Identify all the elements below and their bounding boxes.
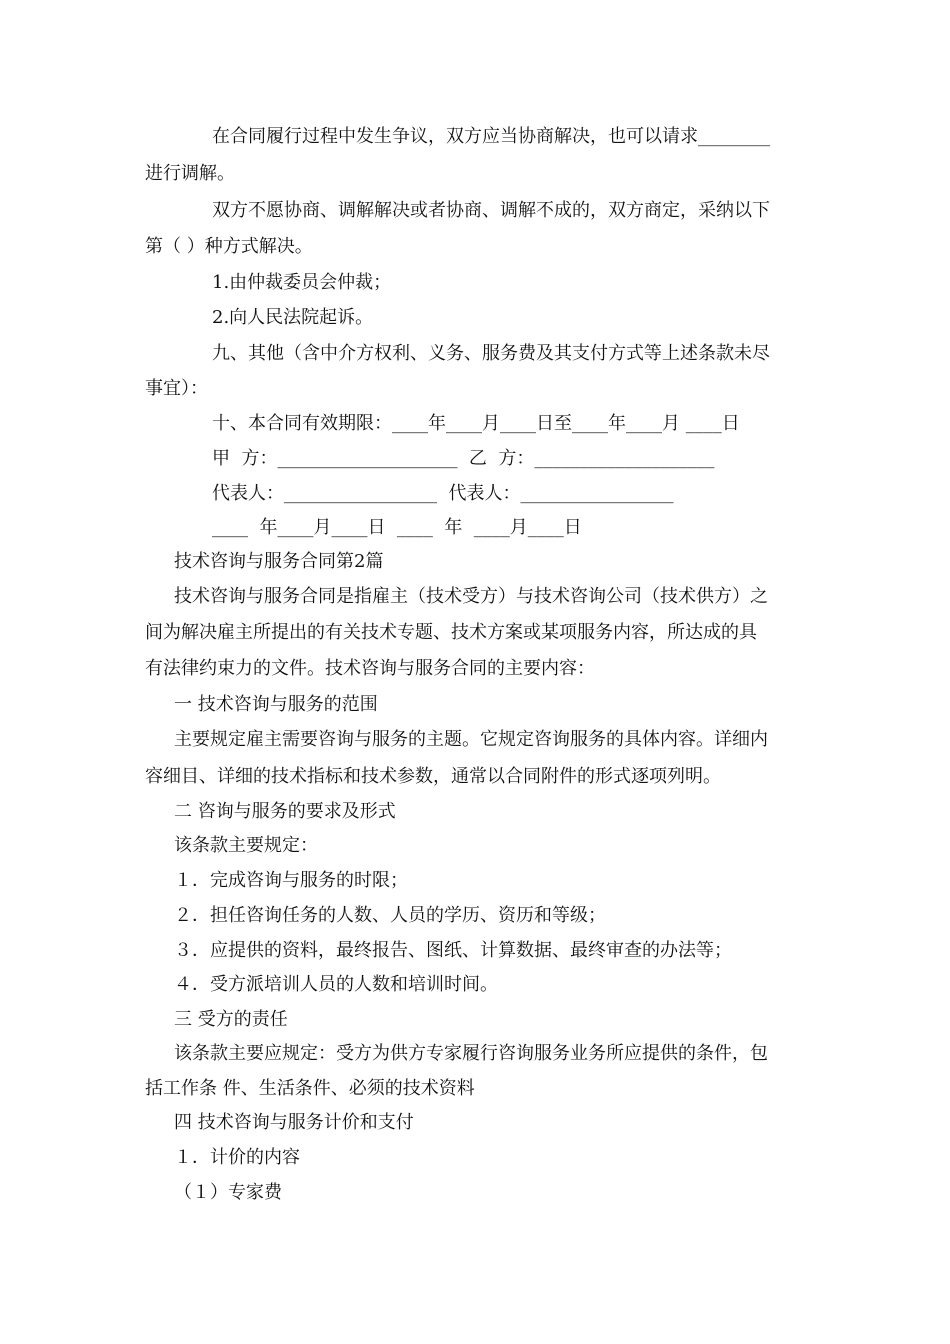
- list-item-time-limit: １．完成咨询与服务的时限；: [174, 870, 408, 891]
- intro-paragraph-line-3: 有法律约束力的文件。技术咨询与服务合同的主要内容：: [145, 658, 595, 679]
- list-item-court: 2.向人民法院起诉。: [212, 307, 374, 328]
- clause-nine-other-cont: 事宜）：: [145, 378, 208, 399]
- heading-scope: 一 技术咨询与服务的范围: [174, 694, 378, 715]
- list-item-materials: ３．应提供的资料，最终报告、图纸、计算数据、最终审查的办法等；: [174, 940, 732, 961]
- signature-parties: 甲 方：____________________ 乙 方：____________________: [212, 448, 715, 469]
- clause-ten-validity: 十、本合同有效期限：____年____月____日至____年____月 ____日: [212, 413, 740, 434]
- responsibility-paragraph-line-2: 括工作条 件、生活条件、必须的技术资料: [145, 1078, 475, 1099]
- list-item-expert-fee: （１）专家费: [174, 1182, 282, 1203]
- signature-representatives: 代表人：_________________ 代表人：_________________: [212, 483, 674, 504]
- section-title: 技术咨询与服务合同第2篇: [174, 551, 384, 572]
- paragraph-resolution-method-cont: 第（ ）种方式解决。: [145, 236, 313, 257]
- paragraph-dispute-mediation: 在合同履行过程中发生争议，双方应当协商解决，也可以请求________: [212, 126, 770, 147]
- scope-paragraph-line-2: 容细目、详细的技术指标和技术参数，通常以合同附件的形式逐项列明。: [145, 766, 721, 787]
- list-item-training: ４．受方派培训人员的人数和培训时间。: [174, 974, 498, 995]
- heading-responsibility: 三 受方的责任: [174, 1009, 288, 1030]
- signature-dates: ____ 年____月____日 ____ 年 ____月____日: [212, 517, 582, 538]
- intro-paragraph-line-1: 技术咨询与服务合同是指雇主（技术受方）与技术咨询公司（技术供方）之: [174, 586, 768, 607]
- intro-paragraph-line-2: 间为解决雇主所提出的有关技术专题、技术方案或某项服务内容，所达成的具: [145, 622, 757, 643]
- responsibility-paragraph-line-1: 该条款主要应规定：受方为供方专家履行咨询服务业务所应提供的条件，包: [174, 1043, 768, 1064]
- list-item-pricing-content: １．计价的内容: [174, 1147, 300, 1168]
- heading-pricing: 四 技术咨询与服务计价和支付: [174, 1112, 414, 1133]
- clause-nine-other: 九、其他（含中介方权利、义务、服务费及其支付方式等上述条款未尽: [212, 343, 770, 364]
- list-item-arbitration: 1.由仲裁委员会仲裁；: [212, 272, 392, 293]
- requirements-intro: 该条款主要规定：: [174, 835, 318, 856]
- paragraph-resolution-method: 双方不愿协商、调解解决或者协商、调解不成的，双方商定，采纳以下: [212, 200, 770, 221]
- paragraph-dispute-mediation-cont: 进行调解。: [145, 163, 235, 184]
- list-item-staffing: ２．担任咨询任务的人数、人员的学历、资历和等级；: [174, 905, 606, 926]
- heading-requirements: 二 咨询与服务的要求及形式: [174, 801, 396, 822]
- scope-paragraph-line-1: 主要规定雇主需要咨询与服务的主题。它规定咨询服务的具体内容。详细内: [174, 729, 768, 750]
